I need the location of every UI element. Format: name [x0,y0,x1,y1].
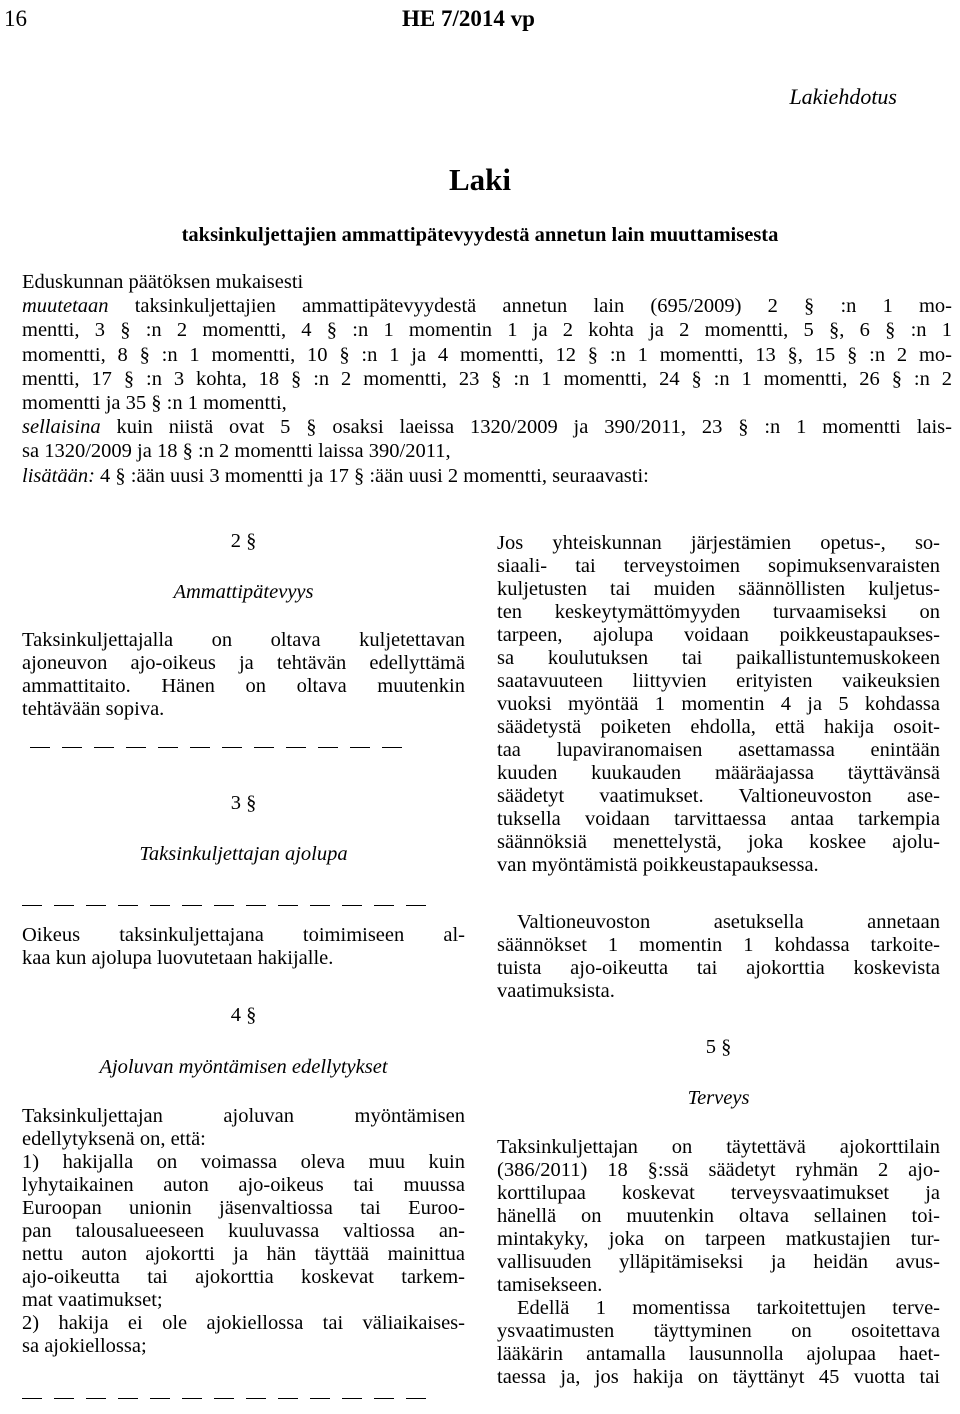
proposal-label: Lakiehdotus [789,84,897,109]
section-3-number: 3 § [230,792,257,814]
law-title: Laki [448,162,512,197]
omission-line [30,735,402,759]
section-5-heading: Terveys [687,1087,750,1109]
section-4-moment-4: Valtioneuvoston asetuksella annetaan säännökset 1 momentin 1 kohdassa tarkoite- tuista ajo-oikeutta tai ajokorttia koskevista vaatimuksista. [497,911,940,1002]
preamble-line: momentti, 8 § :n 1 momentti, 10 § :n 1 ja 4 momentti, 12 § :n 1 momentti, 13 §, 15 § :n 2 mo- [22,343,952,366]
section-4-heading: Ajoluvan myöntämisen edellytykset [99,1056,388,1078]
preamble [22,270,952,488]
preamble-line: momentti ja 35 § :n 1 momentti, [22,392,287,415]
section-3-heading: Taksinkuljettajan ajolupa [139,843,348,865]
preamble-line: Eduskunnan päätöksen mukaisesti [22,271,304,293]
section-2-heading: Ammattipätevyys [173,581,314,603]
section-2-text: Taksinkuljettajalla on oltava kuljetettavan ajoneuvon ajo-oikeus ja tehtävän edellyttämä ammattitaito. Hänen on oltava muutenkin tehtävään sopiva. [22,629,465,720]
preamble-line: mentti, 17 § :n 3 kohta, 18 § :n 2 momentti, 23 § :n 1 momentti, 24 § :n 1 momentti, 26 § :n 2 [22,367,952,390]
document-id: HE 7/2014 vp [402,6,535,31]
section-4-moment-3: Jos yhteiskunnan järjestämien opetus-, so- siaali- tai terveystoimen sopimuksenvaraisten kuljetusten tai muiden säännöllisten kuljetus- ten keskeytymättömyyden turvaamiseksi on tarpeen, ajolupa voidaan poikkeustapaukses- sa koulutuksen tai paikallistuntemuskokeen saatavuuteen liittyvien erityisten vaikeuksien vuoksi myöntää 1 momentin 4 ja 5 kohdassa säädetystä poiketen ehdolla, että hakija osoit- taa lupaviranomaisen asettamassa enintään kuuden kuukauden määräajassa täyttävänsä säädetyt vaatimukset. Valtioneuvoston ase- tuksella voidaan tarvittaessa antaa tarkempia säännöksiä menettelystä, joka koskee ajolu- van myöntämistä poikkeustapauksessa. [497,532,940,876]
section-2-number: 2 § [230,530,257,552]
preamble-line: sellaisina kuin niistä ovat 5 § osaksi laeissa 1320/2009 ja 390/2011, 23 § :n 1 momentti lais- [22,416,952,439]
preamble-line: mentti, 3 § :n 2 momentti, 4 § :n 1 momentin 1 ja 2 kohta ja 2 momentti, 5 §, 6 § :n 1 [22,319,952,342]
preamble-line: sa 1320/2009 ja 18 § :n 2 momentti laissa 390/2011, [22,440,451,463]
law-subtitle: taksinkuljettajien ammattipätevyydestä annetun lain muuttamisesta [181,224,779,246]
preamble-line: muutetaan taksinkuljettajien ammattipätevyydestä annetun lain (695/2009) 2 § :n 1 mo- [22,295,952,318]
section-5-text: Taksinkuljettajan on täytettävä ajokorttilain (386/2011) 18 §:ssä säädetyt ryhmän 2 ajo- korttilupaa koskevat terveysvaatimukset ja hänellä on muutenkin oltava sellainen toi- mintakyky, joka on tarpeen matkustajien tur- vallisuuden ylläpitämiseksi ja heidän avus- tamisekseen. Edellä 1 momentissa tarkoitettujen terve- ysvaatimusten täyttyminen on osoitettava lääkärin antamalla lausunnolla ajolupaa haet- taessa ja, jos hakija on täyttänyt 45 vuotta tai [497,1136,940,1388]
section-4-text: Taksinkuljettajan ajoluvan myöntämisen edellytyksenä on, että: 1) hakijalla on voimassa oleva muu kuin lyhytaikainen auton ajo-oikeus tai muussa Euroopan unionin jäsenvaltiossa tai Euroo- pan talousalueeseen kuuluvassa valtiossa an- nettu auton ajokortti ja hän täyttää mainittua ajo-oikeutta tai ajokorttia koskevat tarkem- mat vaatimukset; 2) hakija ei ole ajokiellossa tai väliaikaises- sa ajokiellossa; [22,1105,465,1357]
page-number: 16 [4,6,27,31]
section-3-text: Oikeus taksinkuljettajana toimimiseen al- kaa kun ajolupa luovutetaan hakijalle. [22,924,465,969]
section-4-number: 4 § [230,1004,257,1026]
section-5-number: 5 § [705,1036,732,1058]
preamble-line: lisätään: 4 § :ään uusi 3 momentti ja 17 § :ään uusi 2 momentti, seuraavasti: [22,464,649,487]
omission-line [22,893,426,917]
omission-line [22,1386,426,1410]
